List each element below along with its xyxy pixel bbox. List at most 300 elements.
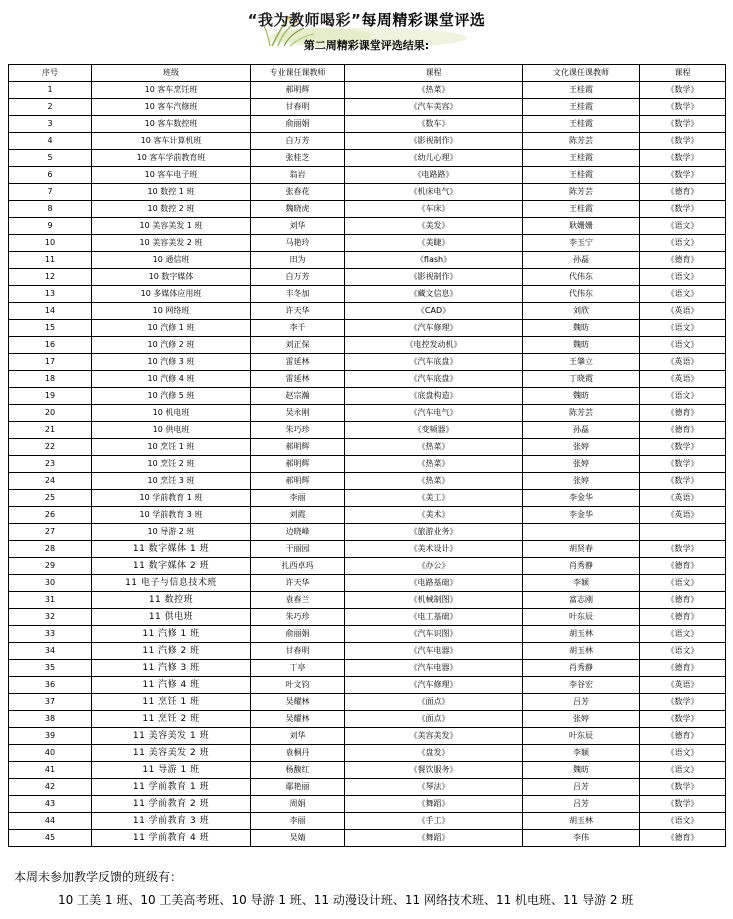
table-row [9,320,726,337]
culture-teacher-cell: 肖秀静 [523,558,640,575]
major-course-cell: 《机床电气》 [345,184,523,201]
culture-teacher-cell: 张婷 [523,711,640,728]
culture-course-cell: 《德育》 [640,728,726,745]
major-course-cell: 《幼儿心理》 [345,150,523,167]
major-teacher-cell: 边晓峰 [251,524,345,541]
table-row [9,422,726,439]
major-course-cell: 《美发》 [345,218,523,235]
culture-course-cell: 《语文》 [640,643,726,660]
culture-teacher-cell: 丁晓霞 [523,371,640,388]
class-cell: 10 汽修 1 班 [92,320,251,337]
class-cell: 11 汽修 3 班 [92,660,251,677]
major-course-cell: 《车床》 [345,201,523,218]
title-rest: 每周精彩课堂评选 [361,11,486,29]
page-title [0,9,733,30]
major-teacher-cell: 干丽园 [251,541,345,558]
culture-teacher-cell: 李金华 [523,507,640,524]
row-number-cell: 8 [9,201,92,218]
major-course-cell: 《汽车识图》 [345,626,523,643]
major-teacher-cell: 刘正保 [251,337,345,354]
row-number-cell: 37 [9,694,92,711]
table-row [9,388,726,405]
major-course-cell: 《汽车底盘》 [345,354,523,371]
table-row [9,575,726,592]
row-number-cell: 29 [9,558,92,575]
row-number-cell: 31 [9,592,92,609]
row-number-cell: 38 [9,711,92,728]
row-number-cell: 19 [9,388,92,405]
table-row [9,762,726,779]
table-row [9,490,726,507]
class-cell: 10 通信班 [92,252,251,269]
culture-teacher-cell: 陈芳芸 [523,133,640,150]
table-row [9,405,726,422]
culture-teacher-cell: 魏昉 [523,337,640,354]
major-course-cell: 《美容美发》 [345,728,523,745]
major-course-cell: 《琴法》 [345,779,523,796]
class-cell: 11 烹饪 2 班 [92,711,251,728]
row-number-cell: 30 [9,575,92,592]
major-course-cell: 《美睫》 [345,235,523,252]
table-row [9,694,726,711]
major-course-cell: 《电路基础》 [345,575,523,592]
table-row [9,813,726,830]
class-cell: 10 数控 2 班 [92,201,251,218]
major-course-cell: 《办公》 [345,558,523,575]
culture-teacher-cell: 李谷宏 [523,677,640,694]
class-cell: 11 美容美发 2 班 [92,745,251,762]
culture-teacher-cell: 孙磊 [523,252,640,269]
class-cell: 11 学前教育 3 班 [92,813,251,830]
culture-teacher-cell: 王桂霞 [523,201,640,218]
class-cell: 11 汽修 4 班 [92,677,251,694]
row-number-cell: 3 [9,116,92,133]
culture-course-cell: 《数学》 [640,201,726,218]
class-cell: 11 学前教育 1 班 [92,779,251,796]
culture-course-cell: 《语文》 [640,286,726,303]
table-row [9,82,726,99]
culture-teacher-cell: 李颖 [523,745,640,762]
major-course-cell: 《面点》 [345,694,523,711]
class-cell: 11 美容美发 1 班 [92,728,251,745]
culture-teacher-cell: 王肇立 [523,354,640,371]
culture-teacher-cell: 王桂霞 [523,116,640,133]
table-row [9,558,726,575]
culture-teacher-cell: 胡玉林 [523,813,640,830]
class-cell: 11 数字媒体 2 班 [92,558,251,575]
column-header: 班级 [92,65,251,82]
row-number-cell: 18 [9,371,92,388]
culture-teacher-cell: 孙磊 [523,422,640,439]
major-course-cell: 《美术》 [345,507,523,524]
class-cell: 10 美容美发 2 班 [92,235,251,252]
table-row [9,371,726,388]
column-header: 专业课任课教师 [251,65,345,82]
major-teacher-cell: 郝明辉 [251,82,345,99]
table-row [9,524,726,541]
class-cell: 11 导游 1 班 [92,762,251,779]
major-teacher-cell: 丁亭 [251,660,345,677]
culture-course-cell: 《语文》 [640,235,726,252]
major-teacher-cell: 赵宗瀚 [251,388,345,405]
class-cell: 11 供电班 [92,609,251,626]
major-course-cell: 《汽车电气》 [345,405,523,422]
missing-feedback-classes: 10 工美 1 班、10 工美高考班、10 导游 1 班、11 动漫设计班、11 网络技术班、11 机电班、11 导游 2 班 [58,893,634,907]
class-cell: 10 客车学前教育班 [92,150,251,167]
culture-teacher-cell: 王桂霞 [523,82,640,99]
major-teacher-cell: 刘华 [251,218,345,235]
culture-course-cell: 《数学》 [640,541,726,558]
culture-course-cell: 《数学》 [640,167,726,184]
major-teacher-cell: 袁桐丹 [251,745,345,762]
culture-teacher-cell: 魏昉 [523,762,640,779]
culture-teacher-cell: 李金华 [523,490,640,507]
row-number-cell: 24 [9,473,92,490]
column-header: 序号 [9,65,92,82]
class-cell: 10 学前教育 1 班 [92,490,251,507]
table-row [9,609,726,626]
major-course-cell: 《汽车修理》 [345,677,523,694]
culture-course-cell: 《德育》 [640,660,726,677]
major-course-cell: 《汽车美容》 [345,99,523,116]
table-row [9,439,726,456]
culture-course-cell: 《德育》 [640,405,726,422]
class-cell: 10 烹饪 3 班 [92,473,251,490]
major-course-cell: 《汽车电器》 [345,643,523,660]
table-row [9,677,726,694]
culture-course-cell [640,524,726,541]
culture-course-cell: 《英语》 [640,303,726,320]
row-number-cell: 27 [9,524,92,541]
table-row [9,133,726,150]
major-teacher-cell: 甘春明 [251,99,345,116]
class-cell: 10 汽修 2 班 [92,337,251,354]
major-teacher-cell: 郝明辉 [251,439,345,456]
row-number-cell: 43 [9,796,92,813]
table-row [9,354,726,371]
table-row [9,184,726,201]
class-cell: 11 汽修 2 班 [92,643,251,660]
culture-course-cell: 《数学》 [640,796,726,813]
row-number-cell: 42 [9,779,92,796]
culture-course-cell: 《数学》 [640,456,726,473]
class-cell: 10 客车电子班 [92,167,251,184]
class-cell: 10 供电班 [92,422,251,439]
row-number-cell: 22 [9,439,92,456]
major-teacher-cell: 李千 [251,320,345,337]
major-course-cell: 《汽车底盘》 [345,371,523,388]
major-teacher-cell: 白万芳 [251,269,345,286]
major-teacher-cell: 朱巧珍 [251,422,345,439]
class-cell: 10 客车汽修班 [92,99,251,116]
major-teacher-cell: 郝明辉 [251,456,345,473]
culture-course-cell: 《英语》 [640,490,726,507]
culture-teacher-cell: 叶东辰 [523,728,640,745]
major-course-cell: 《汽车修理》 [345,320,523,337]
culture-course-cell: 《语文》 [640,575,726,592]
table-row [9,711,726,728]
culture-course-cell: 《英语》 [640,371,726,388]
table-row [9,201,726,218]
culture-course-cell: 《数学》 [640,116,726,133]
class-cell: 10 客车烹饪班 [92,82,251,99]
class-cell: 11 学前教育 2 班 [92,796,251,813]
major-course-cell: 《盘发》 [345,745,523,762]
culture-teacher-cell: 张婷 [523,473,640,490]
class-cell: 10 机电班 [92,405,251,422]
major-teacher-cell: 丰冬加 [251,286,345,303]
major-teacher-cell: 李丽 [251,490,345,507]
major-teacher-cell: 扎西卓玛 [251,558,345,575]
table-row [9,779,726,796]
table-row [9,592,726,609]
culture-teacher-cell: 李伟 [523,830,640,847]
major-teacher-cell: 雷延林 [251,354,345,371]
culture-course-cell: 《语文》 [640,320,726,337]
major-course-cell: 《舞蹈》 [345,796,523,813]
table-row [9,116,726,133]
table-row [9,269,726,286]
culture-course-cell: 《德育》 [640,558,726,575]
major-teacher-cell: 吴耀林 [251,694,345,711]
major-teacher-cell: 鄢艳丽 [251,779,345,796]
class-cell: 10 导游 2 班 [92,524,251,541]
class-cell: 11 学前教育 4 班 [92,830,251,847]
major-course-cell: 《舞蹈》 [345,830,523,847]
major-teacher-cell: 俞丽娟 [251,626,345,643]
culture-teacher-cell: 王桂霞 [523,167,640,184]
culture-course-cell: 《德育》 [640,422,726,439]
row-number-cell: 2 [9,99,92,116]
culture-teacher-cell: 王桂霞 [523,150,640,167]
major-course-cell: 《美工》 [345,490,523,507]
table-row [9,473,726,490]
page-header [0,0,733,62]
major-teacher-cell: 叶文钧 [251,677,345,694]
major-teacher-cell: 吴永刚 [251,405,345,422]
culture-course-cell: 《德育》 [640,252,726,269]
class-cell: 10 数字媒体 [92,269,251,286]
culture-course-cell: 《德育》 [640,830,726,847]
class-cell: 11 数字媒体 1 班 [92,541,251,558]
culture-teacher-cell: 吕芳 [523,779,640,796]
major-teacher-cell: 郝明辉 [251,473,345,490]
class-cell: 11 汽修 1 班 [92,626,251,643]
missing-feedback-label: 本周未参加教学反馈的班级有： [14,870,183,884]
table-row [9,626,726,643]
table-body [9,82,726,847]
major-teacher-cell: 翁岩 [251,167,345,184]
class-cell: 10 客车数控班 [92,116,251,133]
culture-teacher-cell: 肖秀静 [523,660,640,677]
major-teacher-cell: 许天华 [251,575,345,592]
column-header: 文化课任课教师 [523,65,640,82]
row-number-cell: 41 [9,762,92,779]
row-number-cell: 16 [9,337,92,354]
culture-course-cell: 《数学》 [640,694,726,711]
culture-teacher-cell: 胡玉林 [523,626,640,643]
culture-course-cell: 《数学》 [640,779,726,796]
row-number-cell: 11 [9,252,92,269]
culture-course-cell: 《语文》 [640,626,726,643]
major-teacher-cell: 吴婧 [251,830,345,847]
culture-course-cell: 《语文》 [640,745,726,762]
row-number-cell: 9 [9,218,92,235]
class-cell: 11 烹饪 1 班 [92,694,251,711]
major-teacher-cell: 刘霞 [251,507,345,524]
class-cell: 11 电子与信息技术班 [92,575,251,592]
culture-course-cell: 《英语》 [640,507,726,524]
major-teacher-cell: 杨馥红 [251,762,345,779]
major-course-cell: 《电路路》 [345,167,523,184]
culture-teacher-cell: 张婷 [523,456,640,473]
major-course-cell: 《藏文信息》 [345,286,523,303]
row-number-cell: 25 [9,490,92,507]
major-teacher-cell: 朱巧珍 [251,609,345,626]
major-course-cell: 《电控发动机》 [345,337,523,354]
table-row [9,150,726,167]
culture-course-cell: 《数学》 [640,150,726,167]
row-number-cell: 21 [9,422,92,439]
row-number-cell: 14 [9,303,92,320]
major-course-cell: 《CAD》 [345,303,523,320]
table-row [9,218,726,235]
culture-course-cell: 《数学》 [640,99,726,116]
major-teacher-cell: 马艳玲 [251,235,345,252]
major-teacher-cell: 田为 [251,252,345,269]
major-course-cell: 《底盘构造》 [345,388,523,405]
row-number-cell: 26 [9,507,92,524]
culture-course-cell: 《语文》 [640,388,726,405]
culture-teacher-cell: 王桂霞 [523,99,640,116]
major-course-cell: 《旅游业务》 [345,524,523,541]
culture-course-cell: 《数学》 [640,711,726,728]
major-course-cell: 《热菜》 [345,473,523,490]
column-header: 课程 [640,65,726,82]
major-course-cell: 《电工基础》 [345,609,523,626]
row-number-cell: 17 [9,354,92,371]
culture-teacher-cell: 叶东辰 [523,609,640,626]
major-teacher-cell: 袁春兰 [251,592,345,609]
table-row [9,507,726,524]
culture-teacher-cell: 吕芳 [523,694,640,711]
class-cell: 10 烹饪 1 班 [92,439,251,456]
major-teacher-cell: 周娟 [251,796,345,813]
major-teacher-cell: 俞丽娟 [251,116,345,133]
row-number-cell: 10 [9,235,92,252]
major-teacher-cell: 张桂芝 [251,150,345,167]
table-row [9,337,726,354]
table-row [9,796,726,813]
culture-teacher-cell: 李颖 [523,575,640,592]
culture-course-cell: 《语文》 [640,762,726,779]
major-teacher-cell: 白万芳 [251,133,345,150]
culture-course-cell: 《语文》 [640,218,726,235]
major-course-cell: 《面点》 [345,711,523,728]
title-quote: “我为教师喝彩” [247,11,362,29]
table-header-row [9,65,726,82]
culture-teacher-cell: 富志刚 [523,592,640,609]
row-number-cell: 6 [9,167,92,184]
row-number-cell: 40 [9,745,92,762]
table-row [9,456,726,473]
culture-teacher-cell: 陈芳芸 [523,184,640,201]
major-course-cell: 《热菜》 [345,439,523,456]
class-cell: 10 网络班 [92,303,251,320]
row-number-cell: 7 [9,184,92,201]
table-row [9,660,726,677]
major-teacher-cell: 刘华 [251,728,345,745]
row-number-cell: 15 [9,320,92,337]
row-number-cell: 1 [9,82,92,99]
table-row [9,728,726,745]
culture-course-cell: 《语文》 [640,813,726,830]
major-teacher-cell: 雷延林 [251,371,345,388]
major-course-cell: 《机械制图》 [345,592,523,609]
culture-teacher-cell: 李玉宁 [523,235,640,252]
culture-course-cell: 《英语》 [640,677,726,694]
table-row [9,252,726,269]
culture-teacher-cell: 胡玉林 [523,643,640,660]
culture-teacher-cell: 陈芳芸 [523,405,640,422]
class-cell: 10 客车计算机班 [92,133,251,150]
culture-course-cell: 《德育》 [640,184,726,201]
row-number-cell: 12 [9,269,92,286]
major-course-cell: 《热菜》 [345,456,523,473]
culture-teacher-cell [523,524,640,541]
major-course-cell: 《数车》 [345,116,523,133]
major-teacher-cell: 李丽 [251,813,345,830]
column-header: 课程 [345,65,523,82]
table-row [9,286,726,303]
culture-course-cell: 《数学》 [640,82,726,99]
row-number-cell: 33 [9,626,92,643]
class-cell: 11 数控班 [92,592,251,609]
culture-course-cell: 《语文》 [640,337,726,354]
row-number-cell: 23 [9,456,92,473]
page-subtitle: 第二周精彩课堂评选结果: [303,39,430,52]
table-row [9,303,726,320]
major-course-cell: 《手工》 [345,813,523,830]
culture-course-cell: 《数学》 [640,439,726,456]
culture-teacher-cell: 耿姗姗 [523,218,640,235]
table-row [9,830,726,847]
row-number-cell: 13 [9,286,92,303]
culture-teacher-cell: 张婷 [523,439,640,456]
culture-teacher-cell: 吕芳 [523,796,640,813]
major-course-cell: 《flash》 [345,252,523,269]
major-course-cell: 《影视制作》 [345,133,523,150]
class-cell: 10 美容美发 1 班 [92,218,251,235]
class-cell: 10 烹饪 2 班 [92,456,251,473]
major-course-cell: 《美术设计》 [345,541,523,558]
culture-course-cell: 《数学》 [640,473,726,490]
row-number-cell: 34 [9,643,92,660]
culture-teacher-cell: 魏昉 [523,388,640,405]
row-number-cell: 35 [9,660,92,677]
table-row [9,99,726,116]
table-row [9,643,726,660]
major-course-cell: 《影视制作》 [345,269,523,286]
culture-course-cell: 《数学》 [640,133,726,150]
major-teacher-cell: 吴耀林 [251,711,345,728]
row-number-cell: 20 [9,405,92,422]
class-cell: 10 学前教育 3 班 [92,507,251,524]
row-number-cell: 44 [9,813,92,830]
major-teacher-cell: 许天华 [251,303,345,320]
culture-course-cell: 《语文》 [640,269,726,286]
major-teacher-cell: 魏晓虎 [251,201,345,218]
